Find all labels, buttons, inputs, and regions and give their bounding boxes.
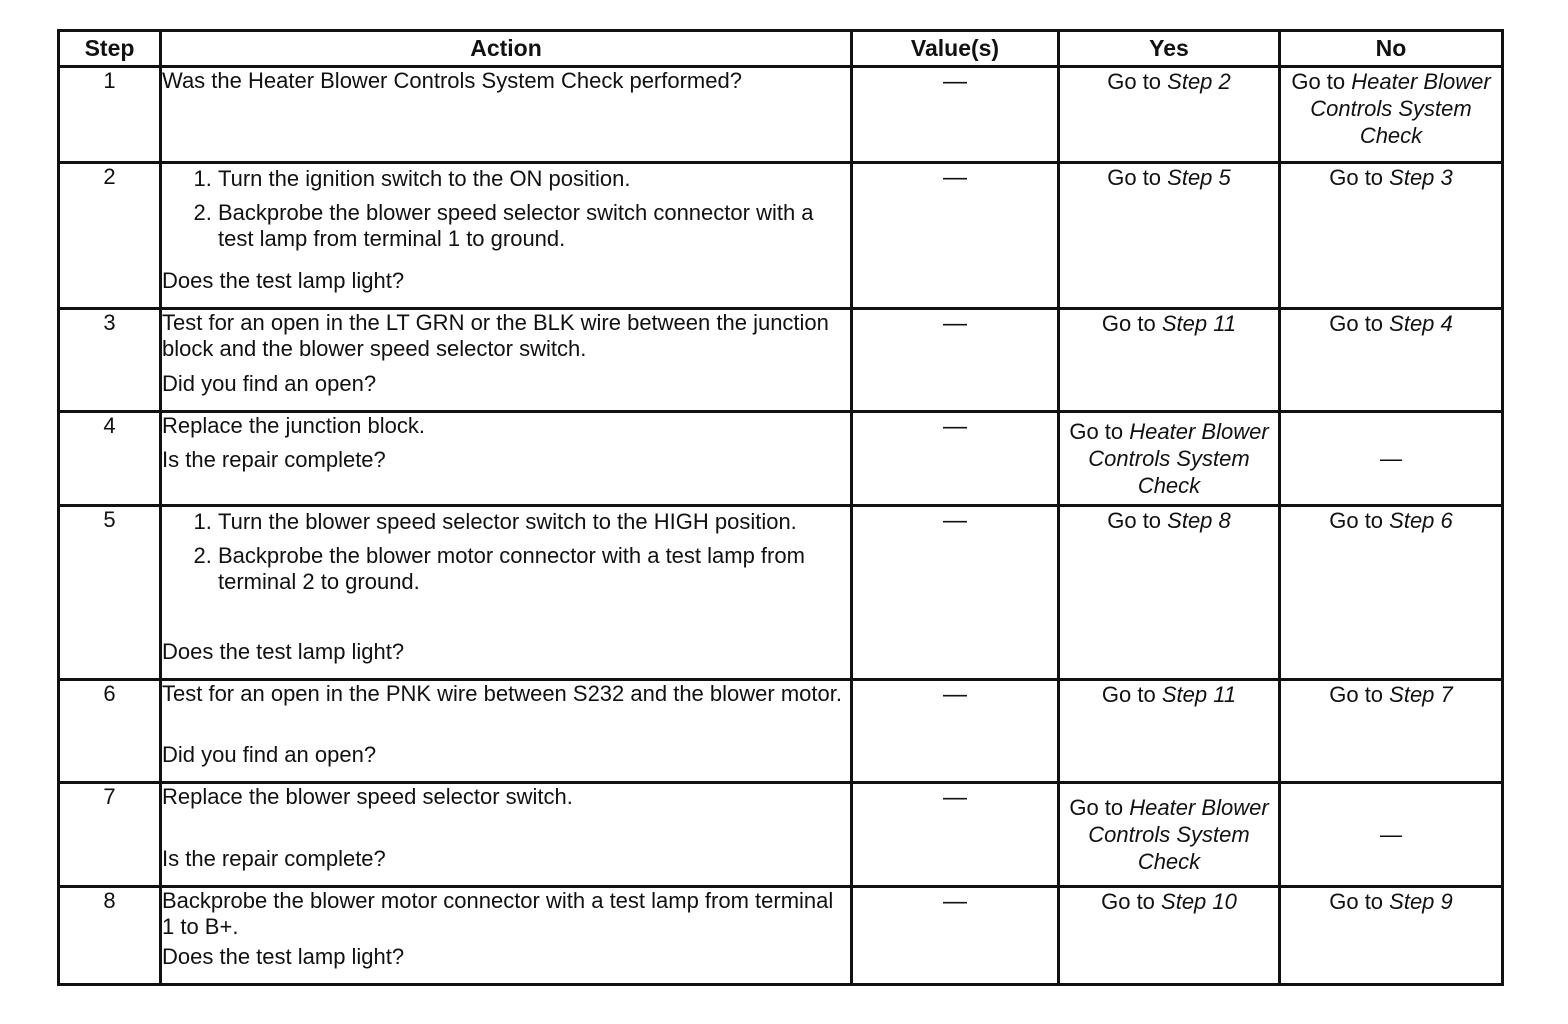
header-step: Step <box>59 31 161 67</box>
yes-result-target: Step 8 <box>1167 508 1231 533</box>
value-cell: — <box>852 887 1059 985</box>
yes-result-target: Heater Blower Controls System Check <box>1088 419 1269 498</box>
yes-result-prefix: Go to <box>1107 165 1168 190</box>
action-text: Is the repair complete? <box>162 447 386 472</box>
action-body <box>162 681 850 707</box>
action-content <box>162 68 850 148</box>
yes-result <box>1059 506 1280 680</box>
yes-result-target: Step 10 <box>1161 889 1237 914</box>
action-cell <box>161 309 852 412</box>
diagnostic-table <box>57 29 1504 986</box>
no-result-target: Heater Blower Controls System Check <box>1310 69 1491 148</box>
no-result <box>1280 412 1503 506</box>
header-values: Value(s) <box>852 31 1059 67</box>
value-cell: — <box>852 309 1059 412</box>
step-number: 7 <box>59 783 161 887</box>
no-result <box>1280 163 1503 309</box>
header-row <box>59 31 1503 67</box>
table-row <box>59 783 1503 887</box>
no-result-dash: — <box>1380 822 1402 847</box>
yes-result-prefix: Go to <box>1069 795 1130 820</box>
step-number: 4 <box>59 412 161 506</box>
table-row <box>59 67 1503 163</box>
action-step: 1. Turn the ignition switch to the ON position. <box>218 166 850 192</box>
yes-result-prefix: Go to <box>1101 682 1162 707</box>
no-result-prefix: Go to <box>1329 682 1390 707</box>
action-step: 2. Backprobe the blower speed selector switch connector with a test lamp from terminal 1 to ground. <box>218 200 850 252</box>
action-text: Backprobe the blower motor connector with a test lamp from terminal 1 to B+. <box>162 888 834 939</box>
action-text: Replace the blower speed selector switch. <box>162 784 573 809</box>
action-step: 1. Turn the blower speed selector switch to the HIGH position. <box>218 509 850 535</box>
header-action: Action <box>161 31 852 67</box>
action-cell <box>161 163 852 309</box>
table-row <box>59 412 1503 506</box>
value-cell: — <box>852 412 1059 506</box>
no-result-prefix: Go to <box>1291 69 1352 94</box>
action-cell <box>161 783 852 887</box>
action-text: Was the Heater Blower Controls System Check performed? <box>162 68 742 93</box>
yes-result <box>1059 163 1280 309</box>
yes-result-target: Heater Blower Controls System Check <box>1088 795 1269 874</box>
action-text: Replace the junction block. <box>162 413 425 438</box>
header-no: No <box>1280 31 1503 67</box>
no-result-target: Step 6 <box>1389 508 1453 533</box>
yes-result-target: Step 11 <box>1161 682 1237 707</box>
no-result-prefix: Go to <box>1329 311 1390 336</box>
yes-result-target: Step 11 <box>1161 311 1237 336</box>
yes-result <box>1059 309 1280 412</box>
action-cell <box>161 887 852 985</box>
yes-result <box>1059 680 1280 783</box>
action-steps <box>162 509 850 595</box>
value-cell: — <box>852 783 1059 887</box>
action-body <box>162 68 850 94</box>
yes-result-target: Step 5 <box>1167 165 1231 190</box>
no-result <box>1280 506 1503 680</box>
no-result-target: Step 4 <box>1389 311 1453 336</box>
action-content <box>162 681 850 768</box>
step-number: 5 <box>59 506 161 680</box>
action-body <box>162 310 850 362</box>
no-result-prefix: Go to <box>1329 165 1390 190</box>
no-result-target: Step 9 <box>1389 889 1453 914</box>
no-result-target: Step 7 <box>1389 682 1453 707</box>
action-cell <box>161 680 852 783</box>
action-content <box>162 164 850 294</box>
step-number: 1 <box>59 67 161 163</box>
step-number: 2 <box>59 163 161 309</box>
table-row <box>59 163 1503 309</box>
action-body <box>162 507 850 603</box>
no-result <box>1280 309 1503 412</box>
no-result-prefix: Go to <box>1329 508 1390 533</box>
action-text: Test for an open in the PNK wire between S232 and the blower motor. <box>162 681 842 706</box>
table-row <box>59 506 1503 680</box>
action-content <box>162 784 850 872</box>
yes-result-target: Step 2 <box>1167 69 1231 94</box>
table-row <box>59 309 1503 412</box>
action-question: Does the test lamp light? <box>162 268 405 293</box>
value-cell: — <box>852 506 1059 680</box>
table-row <box>59 887 1503 985</box>
value-cell: — <box>852 680 1059 783</box>
action-question: Does the test lamp light? <box>162 639 405 664</box>
yes-result-prefix: Go to <box>1107 69 1168 94</box>
action-steps <box>162 166 850 252</box>
action-question: Is the repair complete? <box>162 846 386 871</box>
value-cell: — <box>852 163 1059 309</box>
action-body <box>162 784 850 810</box>
action-question: Did you find an open? <box>162 742 377 767</box>
action-content <box>162 888 850 970</box>
step-number: 8 <box>59 887 161 985</box>
value-cell: — <box>852 67 1059 163</box>
yes-result-prefix: Go to <box>1101 311 1162 336</box>
yes-result <box>1059 67 1280 163</box>
action-content <box>162 310 850 397</box>
no-result-dash: — <box>1380 446 1402 471</box>
yes-result-prefix: Go to <box>1069 419 1130 444</box>
table-row <box>59 680 1503 783</box>
action-cell <box>161 506 852 680</box>
no-result <box>1280 67 1503 163</box>
action-body <box>162 164 850 260</box>
action-body <box>162 888 850 940</box>
action-question: Does the test lamp light? <box>162 944 405 969</box>
yes-result <box>1059 887 1280 985</box>
step-number: 6 <box>59 680 161 783</box>
action-content <box>162 413 850 491</box>
action-cell <box>161 67 852 163</box>
no-result-target: Step 3 <box>1389 165 1453 190</box>
yes-result <box>1059 783 1280 887</box>
yes-result-prefix: Go to <box>1101 889 1162 914</box>
no-result-prefix: Go to <box>1329 889 1390 914</box>
step-number: 3 <box>59 309 161 412</box>
no-result <box>1280 680 1503 783</box>
action-body <box>162 413 850 473</box>
no-result <box>1280 783 1503 887</box>
yes-result <box>1059 412 1280 506</box>
yes-result-prefix: Go to <box>1107 508 1168 533</box>
header-yes: Yes <box>1059 31 1280 67</box>
action-text: Test for an open in the LT GRN or the BLK wire between the junction block and the blower speed selector switch. <box>162 310 829 361</box>
action-step: 2. Backprobe the blower motor connector with a test lamp from terminal 2 to ground. <box>218 543 850 595</box>
action-cell <box>161 412 852 506</box>
no-result <box>1280 887 1503 985</box>
action-question: Did you find an open? <box>162 371 377 396</box>
action-content <box>162 507 850 665</box>
